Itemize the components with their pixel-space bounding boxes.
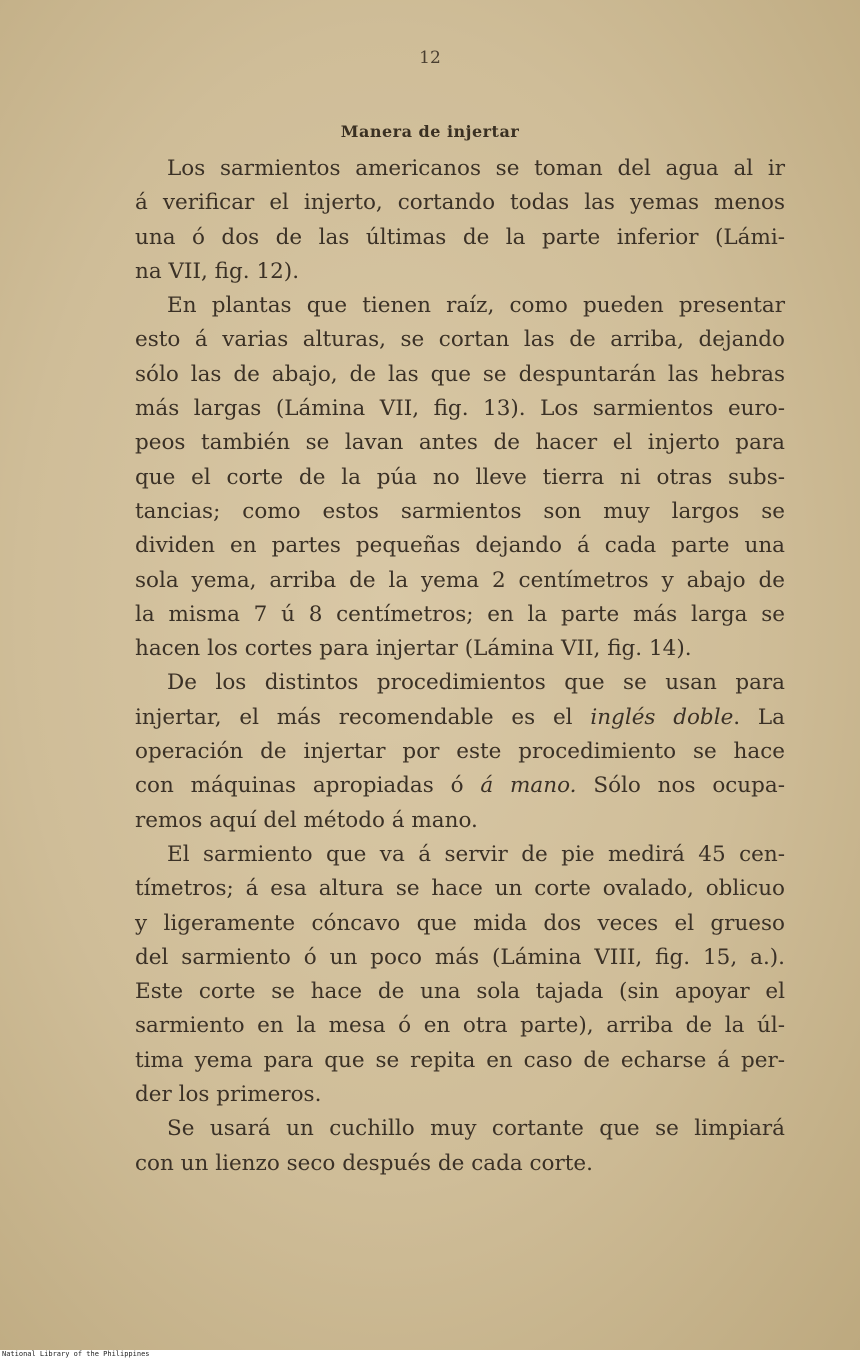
text-line: En plantas que tienen raíz, como pueden presentar <box>167 293 785 319</box>
text-line: remos aquí del método á mano. <box>135 807 478 833</box>
text-line: tima yema para que se repita en caso de echarse á per- <box>135 1047 785 1073</box>
text-line: sola yema, arriba de la yema 2 centímetros y abajo de <box>135 567 785 593</box>
text-line: con un lienzo seco después de cada corte. <box>135 1150 593 1176</box>
text-line: á verificar el injerto, cortando todas las yemas menos <box>135 190 785 216</box>
text-line: esto á varias alturas, se cortan las de arriba, dejando <box>135 327 785 353</box>
paragraph <box>135 152 785 289</box>
text-line: peos también se lavan antes de hacer el injerto para <box>135 430 785 456</box>
text-line: El sarmiento que va á servir de pie medirá 45 cen- <box>167 841 785 867</box>
text-line: y ligeramente cóncavo que mida dos veces el grueso <box>135 910 785 936</box>
text-line: Se usará un cuchillo muy cortante que se limpiará <box>167 1116 785 1142</box>
text-line: sarmiento en la mesa ó en otra parte), arriba de la úl- <box>135 1013 785 1039</box>
text-line: na VII, fig. 12). <box>135 258 300 284</box>
text-line: der los primeros. <box>135 1082 322 1108</box>
text-line: tímetros; á esa altura se hace un corte ovalado, oblicuo <box>135 876 785 902</box>
page-number: 12 <box>419 48 441 68</box>
paragraph <box>135 838 785 1112</box>
paragraph <box>135 1112 785 1181</box>
body-text <box>135 152 785 1181</box>
text-line: la misma 7 ú 8 centímetros; en la parte más larga se <box>135 601 785 627</box>
footer-credit: National Library of the Philippines <box>0 1350 860 1358</box>
section-title: Manera de injertar <box>340 122 520 141</box>
text-line: injertar, el más recomendable es el inglés doble. La <box>135 704 786 730</box>
text-line: que el corte de la púa no lleve tierra ni otras subs- <box>135 464 785 490</box>
text-line: sólo las de abajo, de las que se despuntarán las hebras <box>135 361 785 387</box>
text-line: con máquinas apropiadas ó á mano. Sólo nos ocupa- <box>135 773 785 799</box>
text-line: del sarmiento ó un poco más (Lámina VIII, fig. 15, a.). <box>135 944 785 970</box>
text-line: más largas (Lámina VII, fig. 13). Los sarmientos euro- <box>135 396 785 422</box>
text-line: Este corte se hace de una sola tajada (sin apoyar el <box>135 979 785 1005</box>
paragraph <box>135 289 785 666</box>
text-line: tancias; como estos sarmientos son muy largos se <box>135 498 785 524</box>
paragraph <box>135 666 785 837</box>
text-line: operación de injertar por este procedimiento se hace <box>135 739 785 765</box>
text-line: De los distintos procedimientos que se usan para <box>167 670 785 696</box>
text-line: Los sarmientos americanos se toman del agua al ir <box>167 156 785 181</box>
text-line: hacen los cortes para injertar (Lámina VII, fig. 14). <box>135 636 692 662</box>
text-line: dividen en partes pequeñas dejando á cada parte una <box>135 533 785 559</box>
text-line: una ó dos de las últimas de la parte inferior (Lámi- <box>135 224 785 250</box>
